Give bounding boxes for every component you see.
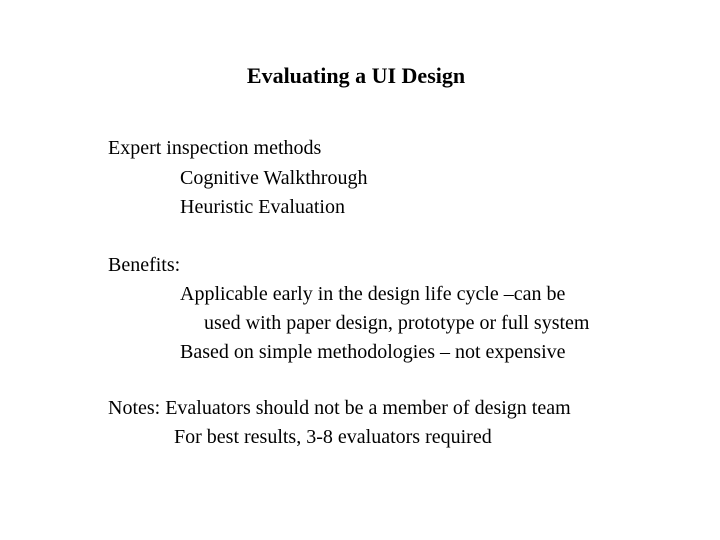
slide-title: Evaluating a UI Design — [246, 63, 466, 88]
notes-line-1: Notes: Evaluators should not be a member of design team — [108, 397, 571, 419]
benefit-simple-methodologies: Based on simple methodologies – not expensive — [180, 341, 566, 363]
notes-line-2: For best results, 3-8 evaluators required — [174, 426, 492, 448]
benefit-applicable-early-line2: used with paper design, prototype or full system — [204, 312, 590, 334]
benefits-heading: Benefits: — [108, 254, 181, 276]
method-heuristic-evaluation: Heuristic Evaluation — [180, 196, 345, 218]
benefit-applicable-early-line1: Applicable early in the design life cycle –can be — [180, 283, 566, 305]
methods-heading: Expert inspection methods — [108, 137, 322, 159]
method-cognitive-walkthrough: Cognitive Walkthrough — [180, 167, 368, 189]
